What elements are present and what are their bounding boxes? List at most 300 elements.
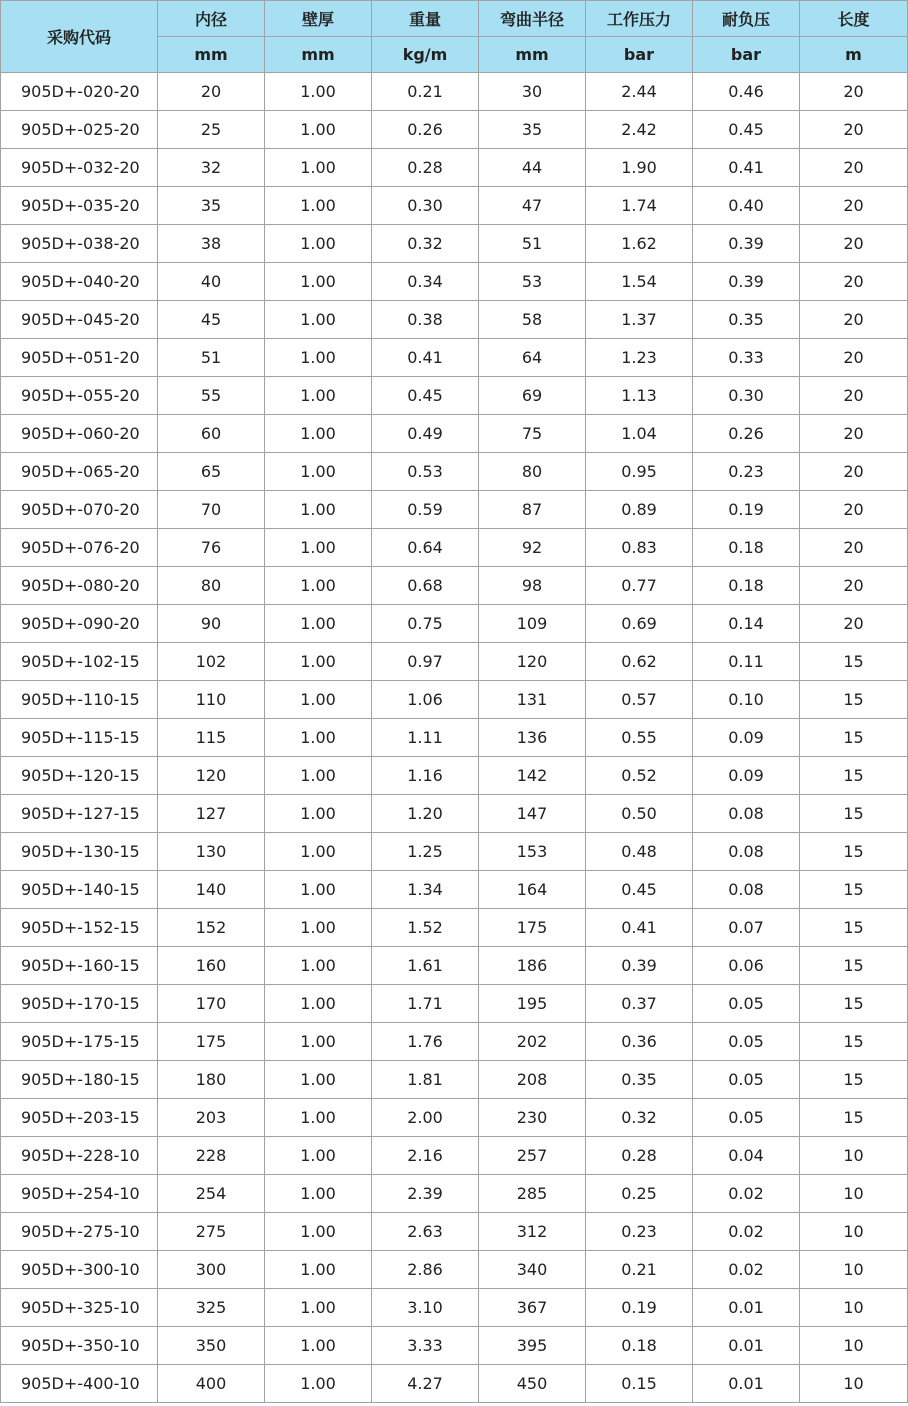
table-row xyxy=(1,111,908,149)
code-cell: 905D+-080-20 xyxy=(1,567,158,605)
table-row xyxy=(1,415,908,453)
table-row xyxy=(1,833,908,871)
bend-radius-cell: 340 xyxy=(479,1251,586,1289)
header-cell-unit: mm xyxy=(479,37,586,73)
working-pressure-cell: 1.74 xyxy=(586,187,693,225)
length-cell: 20 xyxy=(800,339,908,377)
weight-cell: 1.25 xyxy=(372,833,479,871)
length-cell: 15 xyxy=(800,985,908,1023)
length-cell: 20 xyxy=(800,377,908,415)
working-pressure-cell: 0.28 xyxy=(586,1137,693,1175)
length-cell: 20 xyxy=(800,415,908,453)
weight-cell: 1.81 xyxy=(372,1061,479,1099)
wall-thickness-cell: 1.00 xyxy=(265,1289,372,1327)
working-pressure-cell: 0.35 xyxy=(586,1061,693,1099)
length-cell: 20 xyxy=(800,225,908,263)
inner-diameter-cell: 45 xyxy=(158,301,265,339)
length-cell: 15 xyxy=(800,643,908,681)
wall-thickness-cell: 1.00 xyxy=(265,833,372,871)
inner-diameter-cell: 35 xyxy=(158,187,265,225)
code-cell: 905D+-325-10 xyxy=(1,1289,158,1327)
weight-cell: 0.53 xyxy=(372,453,479,491)
table-row xyxy=(1,149,908,187)
bend-radius-cell: 44 xyxy=(479,149,586,187)
table-row xyxy=(1,909,908,947)
length-cell: 15 xyxy=(800,833,908,871)
header-cell-unit: m xyxy=(800,37,908,73)
wall-thickness-cell: 1.00 xyxy=(265,719,372,757)
vacuum-resistance-cell: 0.05 xyxy=(693,1099,800,1137)
header-cell-unit: mm xyxy=(265,37,372,73)
inner-diameter-cell: 32 xyxy=(158,149,265,187)
weight-cell: 0.68 xyxy=(372,567,479,605)
working-pressure-cell: 0.57 xyxy=(586,681,693,719)
inner-diameter-cell: 110 xyxy=(158,681,265,719)
table-row xyxy=(1,1365,908,1403)
wall-thickness-cell: 1.00 xyxy=(265,1175,372,1213)
working-pressure-cell: 1.90 xyxy=(586,149,693,187)
weight-cell: 1.34 xyxy=(372,871,479,909)
header-cell-unit: bar xyxy=(693,37,800,73)
vacuum-resistance-cell: 0.39 xyxy=(693,225,800,263)
length-cell: 10 xyxy=(800,1137,908,1175)
code-cell: 905D+-228-10 xyxy=(1,1137,158,1175)
wall-thickness-cell: 1.00 xyxy=(265,225,372,263)
vacuum-resistance-cell: 0.01 xyxy=(693,1289,800,1327)
wall-thickness-cell: 1.00 xyxy=(265,453,372,491)
bend-radius-cell: 142 xyxy=(479,757,586,795)
working-pressure-cell: 0.41 xyxy=(586,909,693,947)
vacuum-resistance-cell: 0.09 xyxy=(693,719,800,757)
table-row xyxy=(1,605,908,643)
weight-cell: 3.33 xyxy=(372,1327,479,1365)
wall-thickness-cell: 1.00 xyxy=(265,795,372,833)
inner-diameter-cell: 65 xyxy=(158,453,265,491)
inner-diameter-cell: 203 xyxy=(158,1099,265,1137)
code-cell: 905D+-055-20 xyxy=(1,377,158,415)
bend-radius-cell: 202 xyxy=(479,1023,586,1061)
code-cell: 905D+-175-15 xyxy=(1,1023,158,1061)
header-cell-unit: bar xyxy=(586,37,693,73)
length-cell: 15 xyxy=(800,1061,908,1099)
code-cell: 905D+-130-15 xyxy=(1,833,158,871)
vacuum-resistance-cell: 0.08 xyxy=(693,871,800,909)
weight-cell: 2.00 xyxy=(372,1099,479,1137)
bend-radius-cell: 131 xyxy=(479,681,586,719)
length-cell: 15 xyxy=(800,1023,908,1061)
table-row xyxy=(1,529,908,567)
code-cell: 905D+-038-20 xyxy=(1,225,158,263)
code-cell: 905D+-127-15 xyxy=(1,795,158,833)
code-cell: 905D+-110-15 xyxy=(1,681,158,719)
code-cell: 905D+-032-20 xyxy=(1,149,158,187)
inner-diameter-cell: 20 xyxy=(158,73,265,111)
inner-diameter-cell: 170 xyxy=(158,985,265,1023)
code-cell: 905D+-102-15 xyxy=(1,643,158,681)
weight-cell: 0.49 xyxy=(372,415,479,453)
vacuum-resistance-cell: 0.23 xyxy=(693,453,800,491)
inner-diameter-cell: 140 xyxy=(158,871,265,909)
bend-radius-cell: 58 xyxy=(479,301,586,339)
working-pressure-cell: 0.39 xyxy=(586,947,693,985)
inner-diameter-cell: 180 xyxy=(158,1061,265,1099)
working-pressure-cell: 0.83 xyxy=(586,529,693,567)
working-pressure-cell: 0.89 xyxy=(586,491,693,529)
inner-diameter-cell: 76 xyxy=(158,529,265,567)
working-pressure-cell: 0.48 xyxy=(586,833,693,871)
table-header xyxy=(1,1,908,73)
wall-thickness-cell: 1.00 xyxy=(265,415,372,453)
inner-diameter-cell: 300 xyxy=(158,1251,265,1289)
weight-cell: 0.30 xyxy=(372,187,479,225)
working-pressure-cell: 1.62 xyxy=(586,225,693,263)
vacuum-resistance-cell: 0.05 xyxy=(693,1061,800,1099)
length-cell: 15 xyxy=(800,795,908,833)
header-cell-name: 长度 xyxy=(800,1,908,37)
inner-diameter-cell: 38 xyxy=(158,225,265,263)
weight-cell: 3.10 xyxy=(372,1289,479,1327)
code-cell: 905D+-254-10 xyxy=(1,1175,158,1213)
length-cell: 20 xyxy=(800,149,908,187)
inner-diameter-cell: 70 xyxy=(158,491,265,529)
working-pressure-cell: 0.37 xyxy=(586,985,693,1023)
bend-radius-cell: 195 xyxy=(479,985,586,1023)
wall-thickness-cell: 1.00 xyxy=(265,491,372,529)
weight-cell: 1.20 xyxy=(372,795,479,833)
wall-thickness-cell: 1.00 xyxy=(265,1023,372,1061)
bend-radius-cell: 164 xyxy=(479,871,586,909)
code-cell: 905D+-152-15 xyxy=(1,909,158,947)
wall-thickness-cell: 1.00 xyxy=(265,681,372,719)
vacuum-resistance-cell: 0.45 xyxy=(693,111,800,149)
length-cell: 15 xyxy=(800,719,908,757)
table-row xyxy=(1,225,908,263)
weight-cell: 0.34 xyxy=(372,263,479,301)
weight-cell: 2.63 xyxy=(372,1213,479,1251)
weight-cell: 0.32 xyxy=(372,225,479,263)
bend-radius-cell: 109 xyxy=(479,605,586,643)
inner-diameter-cell: 160 xyxy=(158,947,265,985)
table-row xyxy=(1,871,908,909)
vacuum-resistance-cell: 0.04 xyxy=(693,1137,800,1175)
wall-thickness-cell: 1.00 xyxy=(265,1327,372,1365)
weight-cell: 0.45 xyxy=(372,377,479,415)
table-row xyxy=(1,985,908,1023)
length-cell: 20 xyxy=(800,187,908,225)
inner-diameter-cell: 115 xyxy=(158,719,265,757)
wall-thickness-cell: 1.00 xyxy=(265,1251,372,1289)
working-pressure-cell: 0.95 xyxy=(586,453,693,491)
code-cell: 905D+-140-15 xyxy=(1,871,158,909)
bend-radius-cell: 208 xyxy=(479,1061,586,1099)
code-cell: 905D+-275-10 xyxy=(1,1213,158,1251)
weight-cell: 0.75 xyxy=(372,605,479,643)
length-cell: 10 xyxy=(800,1251,908,1289)
header-cell-name: 内径 xyxy=(158,1,265,37)
bend-radius-cell: 136 xyxy=(479,719,586,757)
table-row xyxy=(1,719,908,757)
working-pressure-cell: 0.25 xyxy=(586,1175,693,1213)
wall-thickness-cell: 1.00 xyxy=(265,263,372,301)
bend-radius-cell: 120 xyxy=(479,643,586,681)
weight-cell: 1.61 xyxy=(372,947,479,985)
working-pressure-cell: 0.55 xyxy=(586,719,693,757)
header-cell-unit: kg/m xyxy=(372,37,479,73)
table-row xyxy=(1,757,908,795)
working-pressure-cell: 1.37 xyxy=(586,301,693,339)
table-row xyxy=(1,1327,908,1365)
wall-thickness-cell: 1.00 xyxy=(265,73,372,111)
code-cell: 905D+-020-20 xyxy=(1,73,158,111)
bend-radius-cell: 153 xyxy=(479,833,586,871)
header-cell-code: 采购代码 xyxy=(1,1,158,73)
length-cell: 10 xyxy=(800,1327,908,1365)
table-row xyxy=(1,1137,908,1175)
wall-thickness-cell: 1.00 xyxy=(265,187,372,225)
bend-radius-cell: 147 xyxy=(479,795,586,833)
weight-cell: 0.41 xyxy=(372,339,479,377)
header-cell-name: 壁厚 xyxy=(265,1,372,37)
table-row xyxy=(1,1061,908,1099)
weight-cell: 0.21 xyxy=(372,73,479,111)
code-cell: 905D+-203-15 xyxy=(1,1099,158,1137)
inner-diameter-cell: 400 xyxy=(158,1365,265,1403)
length-cell: 15 xyxy=(800,1099,908,1137)
inner-diameter-cell: 130 xyxy=(158,833,265,871)
working-pressure-cell: 0.15 xyxy=(586,1365,693,1403)
table-row xyxy=(1,643,908,681)
table-row xyxy=(1,947,908,985)
working-pressure-cell: 0.69 xyxy=(586,605,693,643)
length-cell: 20 xyxy=(800,111,908,149)
header-row-names xyxy=(1,1,908,37)
weight-cell: 2.86 xyxy=(372,1251,479,1289)
inner-diameter-cell: 152 xyxy=(158,909,265,947)
wall-thickness-cell: 1.00 xyxy=(265,567,372,605)
inner-diameter-cell: 40 xyxy=(158,263,265,301)
header-cell-name: 重量 xyxy=(372,1,479,37)
code-cell: 905D+-115-15 xyxy=(1,719,158,757)
bend-radius-cell: 257 xyxy=(479,1137,586,1175)
wall-thickness-cell: 1.00 xyxy=(265,909,372,947)
length-cell: 10 xyxy=(800,1365,908,1403)
length-cell: 10 xyxy=(800,1213,908,1251)
vacuum-resistance-cell: 0.33 xyxy=(693,339,800,377)
bend-radius-cell: 450 xyxy=(479,1365,586,1403)
length-cell: 15 xyxy=(800,681,908,719)
bend-radius-cell: 35 xyxy=(479,111,586,149)
bend-radius-cell: 87 xyxy=(479,491,586,529)
vacuum-resistance-cell: 0.08 xyxy=(693,795,800,833)
working-pressure-cell: 0.36 xyxy=(586,1023,693,1061)
code-cell: 905D+-045-20 xyxy=(1,301,158,339)
vacuum-resistance-cell: 0.18 xyxy=(693,567,800,605)
bend-radius-cell: 80 xyxy=(479,453,586,491)
working-pressure-cell: 0.77 xyxy=(586,567,693,605)
header-cell-name: 耐负压 xyxy=(693,1,800,37)
table-row xyxy=(1,1289,908,1327)
bend-radius-cell: 98 xyxy=(479,567,586,605)
table-row xyxy=(1,301,908,339)
code-cell: 905D+-180-15 xyxy=(1,1061,158,1099)
length-cell: 15 xyxy=(800,909,908,947)
table-row xyxy=(1,1175,908,1213)
table-row xyxy=(1,73,908,111)
weight-cell: 1.76 xyxy=(372,1023,479,1061)
inner-diameter-cell: 127 xyxy=(158,795,265,833)
wall-thickness-cell: 1.00 xyxy=(265,871,372,909)
weight-cell: 2.39 xyxy=(372,1175,479,1213)
weight-cell: 0.59 xyxy=(372,491,479,529)
wall-thickness-cell: 1.00 xyxy=(265,1365,372,1403)
header-cell-name: 弯曲半径 xyxy=(479,1,586,37)
vacuum-resistance-cell: 0.14 xyxy=(693,605,800,643)
wall-thickness-cell: 1.00 xyxy=(265,1137,372,1175)
weight-cell: 1.71 xyxy=(372,985,479,1023)
vacuum-resistance-cell: 0.40 xyxy=(693,187,800,225)
table-row xyxy=(1,187,908,225)
bend-radius-cell: 64 xyxy=(479,339,586,377)
header-cell-unit: mm xyxy=(158,37,265,73)
code-cell: 905D+-035-20 xyxy=(1,187,158,225)
bend-radius-cell: 51 xyxy=(479,225,586,263)
wall-thickness-cell: 1.00 xyxy=(265,377,372,415)
code-cell: 905D+-170-15 xyxy=(1,985,158,1023)
inner-diameter-cell: 80 xyxy=(158,567,265,605)
inner-diameter-cell: 102 xyxy=(158,643,265,681)
vacuum-resistance-cell: 0.08 xyxy=(693,833,800,871)
inner-diameter-cell: 275 xyxy=(158,1213,265,1251)
inner-diameter-cell: 60 xyxy=(158,415,265,453)
vacuum-resistance-cell: 0.02 xyxy=(693,1213,800,1251)
length-cell: 15 xyxy=(800,947,908,985)
weight-cell: 0.28 xyxy=(372,149,479,187)
vacuum-resistance-cell: 0.11 xyxy=(693,643,800,681)
vacuum-resistance-cell: 0.07 xyxy=(693,909,800,947)
working-pressure-cell: 0.32 xyxy=(586,1099,693,1137)
wall-thickness-cell: 1.00 xyxy=(265,643,372,681)
length-cell: 20 xyxy=(800,73,908,111)
wall-thickness-cell: 1.00 xyxy=(265,301,372,339)
vacuum-resistance-cell: 0.05 xyxy=(693,985,800,1023)
weight-cell: 1.16 xyxy=(372,757,479,795)
working-pressure-cell: 1.04 xyxy=(586,415,693,453)
inner-diameter-cell: 25 xyxy=(158,111,265,149)
bend-radius-cell: 75 xyxy=(479,415,586,453)
code-cell: 905D+-040-20 xyxy=(1,263,158,301)
weight-cell: 0.38 xyxy=(372,301,479,339)
vacuum-resistance-cell: 0.10 xyxy=(693,681,800,719)
code-cell: 905D+-120-15 xyxy=(1,757,158,795)
working-pressure-cell: 0.23 xyxy=(586,1213,693,1251)
inner-diameter-cell: 51 xyxy=(158,339,265,377)
wall-thickness-cell: 1.00 xyxy=(265,149,372,187)
table-row xyxy=(1,567,908,605)
inner-diameter-cell: 55 xyxy=(158,377,265,415)
length-cell: 20 xyxy=(800,605,908,643)
inner-diameter-cell: 175 xyxy=(158,1023,265,1061)
wall-thickness-cell: 1.00 xyxy=(265,339,372,377)
inner-diameter-cell: 350 xyxy=(158,1327,265,1365)
working-pressure-cell: 2.44 xyxy=(586,73,693,111)
wall-thickness-cell: 1.00 xyxy=(265,757,372,795)
bend-radius-cell: 395 xyxy=(479,1327,586,1365)
length-cell: 10 xyxy=(800,1289,908,1327)
inner-diameter-cell: 120 xyxy=(158,757,265,795)
wall-thickness-cell: 1.00 xyxy=(265,111,372,149)
working-pressure-cell: 1.23 xyxy=(586,339,693,377)
table-row xyxy=(1,453,908,491)
wall-thickness-cell: 1.00 xyxy=(265,1213,372,1251)
length-cell: 20 xyxy=(800,491,908,529)
code-cell: 905D+-350-10 xyxy=(1,1327,158,1365)
vacuum-resistance-cell: 0.41 xyxy=(693,149,800,187)
weight-cell: 4.27 xyxy=(372,1365,479,1403)
bend-radius-cell: 312 xyxy=(479,1213,586,1251)
code-cell: 905D+-090-20 xyxy=(1,605,158,643)
vacuum-resistance-cell: 0.39 xyxy=(693,263,800,301)
table-row xyxy=(1,1213,908,1251)
code-cell: 905D+-025-20 xyxy=(1,111,158,149)
header-cell-name: 工作压力 xyxy=(586,1,693,37)
vacuum-resistance-cell: 0.18 xyxy=(693,529,800,567)
weight-cell: 0.26 xyxy=(372,111,479,149)
vacuum-resistance-cell: 0.02 xyxy=(693,1251,800,1289)
wall-thickness-cell: 1.00 xyxy=(265,605,372,643)
bend-radius-cell: 175 xyxy=(479,909,586,947)
working-pressure-cell: 2.42 xyxy=(586,111,693,149)
bend-radius-cell: 230 xyxy=(479,1099,586,1137)
vacuum-resistance-cell: 0.02 xyxy=(693,1175,800,1213)
table-row xyxy=(1,263,908,301)
bend-radius-cell: 285 xyxy=(479,1175,586,1213)
table-row xyxy=(1,1023,908,1061)
weight-cell: 0.97 xyxy=(372,643,479,681)
working-pressure-cell: 0.50 xyxy=(586,795,693,833)
working-pressure-cell: 0.18 xyxy=(586,1327,693,1365)
working-pressure-cell: 1.54 xyxy=(586,263,693,301)
weight-cell: 1.06 xyxy=(372,681,479,719)
table-row xyxy=(1,339,908,377)
bend-radius-cell: 69 xyxy=(479,377,586,415)
vacuum-resistance-cell: 0.09 xyxy=(693,757,800,795)
length-cell: 20 xyxy=(800,263,908,301)
vacuum-resistance-cell: 0.26 xyxy=(693,415,800,453)
code-cell: 905D+-300-10 xyxy=(1,1251,158,1289)
code-cell: 905D+-051-20 xyxy=(1,339,158,377)
bend-radius-cell: 30 xyxy=(479,73,586,111)
wall-thickness-cell: 1.00 xyxy=(265,985,372,1023)
table-row xyxy=(1,681,908,719)
vacuum-resistance-cell: 0.01 xyxy=(693,1365,800,1403)
bend-radius-cell: 47 xyxy=(479,187,586,225)
code-cell: 905D+-076-20 xyxy=(1,529,158,567)
inner-diameter-cell: 254 xyxy=(158,1175,265,1213)
bend-radius-cell: 367 xyxy=(479,1289,586,1327)
weight-cell: 0.64 xyxy=(372,529,479,567)
wall-thickness-cell: 1.00 xyxy=(265,529,372,567)
bend-radius-cell: 92 xyxy=(479,529,586,567)
table-row xyxy=(1,795,908,833)
length-cell: 10 xyxy=(800,1175,908,1213)
bend-radius-cell: 53 xyxy=(479,263,586,301)
table-row xyxy=(1,491,908,529)
weight-cell: 1.11 xyxy=(372,719,479,757)
vacuum-resistance-cell: 0.05 xyxy=(693,1023,800,1061)
length-cell: 20 xyxy=(800,453,908,491)
table-row xyxy=(1,1251,908,1289)
working-pressure-cell: 0.19 xyxy=(586,1289,693,1327)
